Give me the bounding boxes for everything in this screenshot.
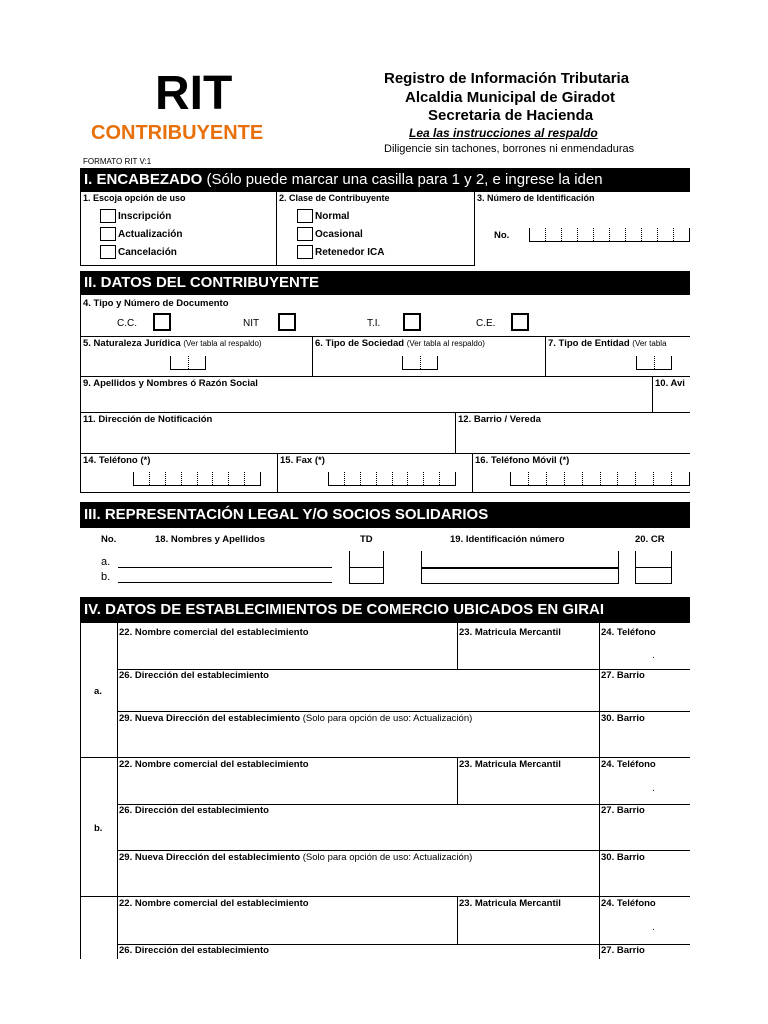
doc-label-ti: T.I. (367, 318, 381, 329)
field-23-label: 23. Matricula Mercantil (459, 627, 561, 638)
divider (474, 192, 475, 266)
telefono-input[interactable] (133, 472, 261, 486)
option-normal: Normal (315, 211, 350, 222)
field-24-label: 24. Teléfono (601, 759, 656, 770)
divider (80, 453, 690, 454)
field-4-label: 4. Tipo y Número de Documento (83, 298, 229, 309)
rep-td-b[interactable] (349, 583, 384, 584)
field-26-label: 26. Dirección del establecimiento (119, 945, 269, 956)
tipo-entidad-input[interactable] (636, 356, 672, 370)
section-1-header (80, 168, 690, 192)
checkbox-ce[interactable] (511, 313, 529, 331)
field-24-label: 24. Teléfono (601, 898, 656, 909)
checkbox-retenedor-ica[interactable] (297, 245, 313, 259)
field-24-label: 24. Teléfono (601, 627, 656, 638)
field-6-text: 6. Tipo de Sociedad (315, 338, 405, 349)
doc-label-ce: C.E. (476, 318, 496, 329)
fax-input[interactable] (328, 472, 456, 486)
rep-td-a[interactable] (349, 567, 384, 568)
column-no: No. (101, 534, 117, 545)
column-identificacion: 19. Identificación número (450, 534, 565, 545)
field-9-label: 9. Apellidos y Nombres ó Razón Social (83, 378, 258, 389)
divider (277, 453, 278, 493)
telefono-movil-input[interactable] (510, 472, 690, 486)
field-5-text: 5. Naturaleza Jurídica (83, 338, 181, 349)
option-retenedor-ica: Retenedor ICA (315, 247, 385, 258)
field-14-label: 14. Teléfono (*) (83, 455, 151, 466)
header-line-1: Registro de Información Tributaria (384, 70, 630, 87)
divider (80, 376, 690, 377)
rep-name-b[interactable] (118, 582, 332, 583)
field-22-label: 22. Nombre comercial del establecimiento (119, 898, 309, 909)
divider (455, 412, 456, 453)
field-16-label: 16. Teléfono Móvil (*) (475, 455, 570, 466)
field-6-note: (Ver tabla al respaldo) (406, 339, 485, 348)
phone-dot: . (652, 650, 655, 661)
field-3-label: 3. Número de Identificación (477, 193, 595, 203)
field-2-label: 2. Clase de Contribuyente (279, 193, 390, 203)
divider (80, 896, 690, 897)
section-3-header (80, 502, 690, 528)
header-line-2: Alcaldia Municipal de Giradot (405, 89, 616, 106)
field-29-label (119, 713, 472, 724)
field-30-label: 30. Barrio (601, 852, 645, 863)
row-label-b: b. (101, 571, 111, 583)
field-5-label (83, 338, 262, 349)
checkbox-ti[interactable] (403, 313, 421, 331)
field-29-label (119, 852, 472, 863)
diligence-note: Diligencie sin tachones, borrones ni enmendaduras (384, 143, 635, 155)
phone-dot: . (652, 783, 655, 794)
field-23-label: 23. Matricula Mercantil (459, 759, 561, 770)
field-7-note: (Ver tabla (632, 339, 667, 348)
divider (312, 336, 313, 376)
divider (80, 623, 81, 959)
checkbox-actualizacion[interactable] (100, 227, 116, 241)
row-label-a: a. (101, 556, 111, 568)
column-nombres: 18. Nombres y Apellidos (155, 534, 265, 545)
section-2-header (80, 271, 690, 295)
rep-id-b[interactable] (421, 583, 619, 584)
field-23-label: 23. Matricula Mercantil (459, 898, 561, 909)
divider (276, 192, 277, 266)
section-2-title: II. DATOS DEL CONTRIBUYENTE (84, 274, 320, 291)
field-26-label: 26. Dirección del establecimiento (119, 805, 269, 816)
field-22-label: 22. Nombre comercial del establecimiento (119, 627, 309, 638)
field-5-note: (Ver tabla al respaldo) (183, 339, 262, 348)
header-line-3: Secretaria de Hacienda (428, 107, 594, 124)
field-7-text: 7. Tipo de Entidad (548, 338, 630, 349)
section-1-subtitle: (Sólo puede marcar una casilla para 1 y 2, e ingrese la iden (206, 171, 603, 188)
field-10-label: 10. Avi (655, 378, 685, 389)
id-number-prefix: No. (494, 230, 510, 241)
divider (80, 265, 475, 266)
divider (80, 492, 690, 493)
field-12-label: 12. Barrio / Vereda (458, 414, 541, 425)
option-cancelacion: Cancelación (118, 247, 177, 258)
phone-dot: . (652, 922, 655, 933)
checkbox-cc[interactable] (153, 313, 171, 331)
column-cr: 20. CR (635, 534, 665, 545)
instructions-note: Lea las instrucciones al respaldo (409, 126, 598, 140)
tipo-sociedad-input[interactable] (402, 356, 438, 370)
field-29-text: 29. Nueva Dirección del establecimiento (119, 852, 301, 863)
rep-name-a[interactable] (118, 567, 332, 568)
section-4-title: IV. DATOS DE ESTABLECIMIENTOS DE COMERCIO UBICADOS EN GIRAI (84, 601, 605, 618)
section-1-title: I. ENCABEZADO (84, 171, 203, 188)
divider (80, 757, 690, 758)
checkbox-inscripcion[interactable] (100, 209, 116, 223)
field-27-label: 27. Barrio (601, 945, 645, 956)
id-number-input[interactable] (529, 228, 690, 242)
divider (117, 623, 118, 959)
field-7-label (548, 338, 667, 349)
divider (117, 850, 690, 851)
field-27-label: 27. Barrio (601, 670, 645, 681)
rep-cr-a[interactable] (635, 567, 672, 568)
divider (457, 897, 458, 945)
rep-cr-b[interactable] (635, 583, 672, 584)
field-29-note: (Solo para opción de uso: Actualización) (302, 852, 473, 863)
doc-label-nit: NIT (243, 318, 260, 329)
rep-id-a[interactable] (421, 567, 619, 569)
checkbox-ocasional[interactable] (297, 227, 313, 241)
divider (545, 336, 546, 376)
field-22-label: 22. Nombre comercial del establecimiento (119, 759, 309, 770)
checkbox-cancelacion[interactable] (100, 245, 116, 259)
contribuyente-label: CONTRIBUYENTE (91, 122, 264, 144)
checkbox-normal[interactable] (297, 209, 313, 223)
divider (80, 192, 81, 266)
field-29-note: (Solo para opción de uso: Actualización) (302, 713, 473, 724)
field-6-label (315, 338, 485, 349)
divider (652, 376, 653, 412)
checkbox-nit[interactable] (278, 313, 296, 331)
divider (80, 336, 690, 337)
option-ocasional: Ocasional (315, 229, 363, 240)
divider (599, 623, 600, 959)
field-26-label: 26. Dirección del establecimiento (119, 670, 269, 681)
divider (457, 757, 458, 805)
doc-label-cc: C.C. (117, 318, 137, 329)
block-label-a: a. (94, 686, 102, 697)
field-27-label: 27. Barrio (601, 805, 645, 816)
block-label-b: b. (94, 823, 103, 834)
naturaleza-juridica-input[interactable] (170, 356, 206, 370)
rit-title: RIT (155, 67, 233, 120)
divider (117, 711, 690, 712)
field-29-text: 29. Nueva Dirección del establecimiento (119, 713, 301, 724)
format-version: FORMATO RIT V:1 (83, 157, 152, 166)
section-3-title: III. REPRESENTACIÓN LEGAL Y/O SOCIOS SOLIDARIOS (84, 506, 489, 523)
column-td: TD (360, 534, 373, 545)
divider (457, 623, 458, 669)
field-1-label: 1. Escoja opción de uso (83, 193, 186, 203)
field-11-label: 11. Dirección de Notificación (83, 414, 213, 425)
section-4-header (80, 597, 690, 623)
option-actualizacion: Actualización (118, 229, 183, 240)
divider (80, 295, 81, 493)
divider (472, 453, 473, 493)
option-inscripcion: Inscripción (118, 211, 172, 222)
field-30-label: 30. Barrio (601, 713, 645, 724)
field-15-label: 15. Fax (*) (280, 455, 325, 466)
divider (80, 412, 690, 413)
